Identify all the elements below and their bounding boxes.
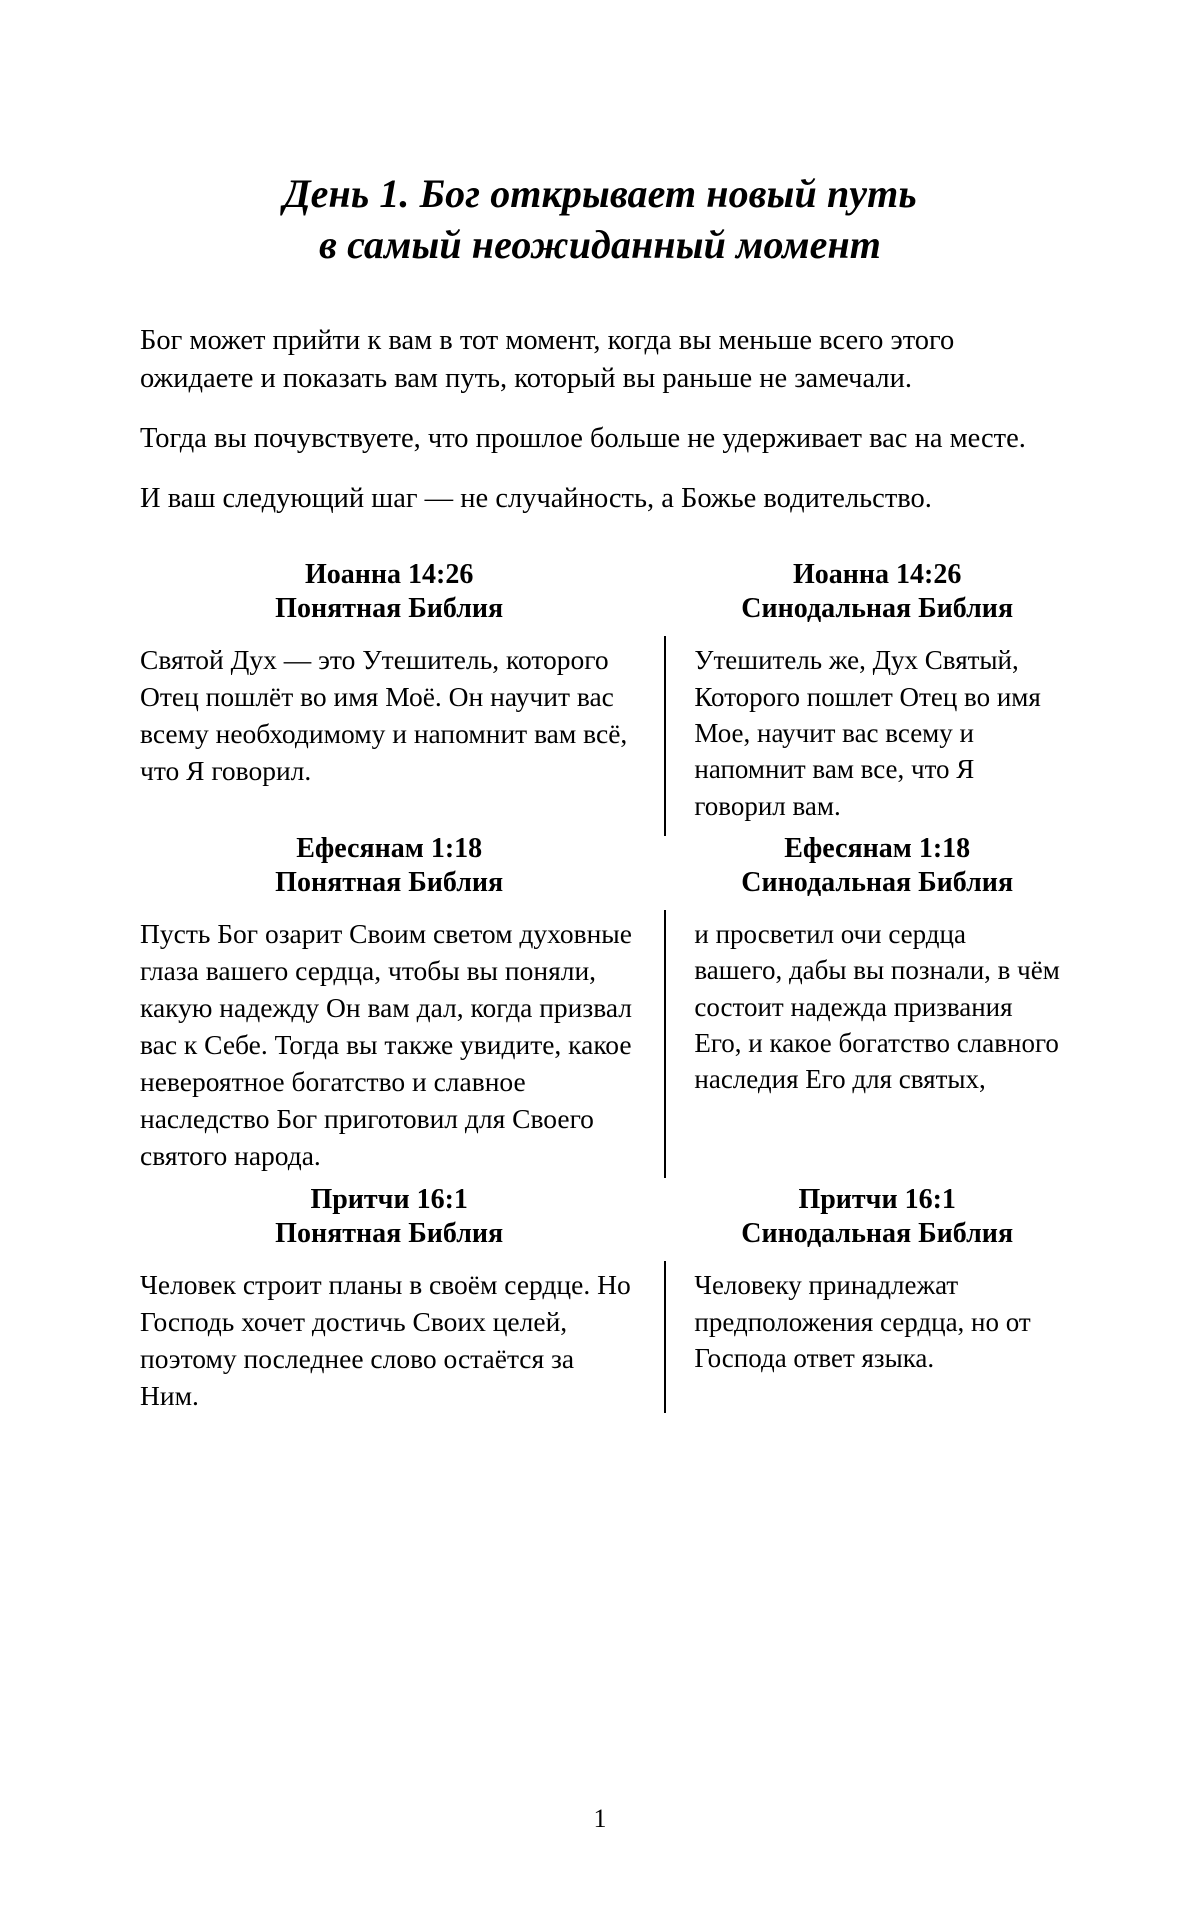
verse-reference: Ефесянам 1:18 — [296, 832, 483, 864]
verse-column-left — [140, 832, 664, 1175]
page-title-line-2: в самый неожиданный момент — [319, 222, 881, 268]
verse-text: Святой Дух — это Утешитель, которого Отец пошлёт во имя Моё. Он научит вас всему необходимому и напомнит вам всё, что Я говорил. — [140, 644, 628, 787]
verse-edition: Синодальная Библия — [741, 1218, 1014, 1250]
verse-block — [140, 1183, 1060, 1415]
verse-reference: Иоанна 14:26 — [793, 558, 962, 590]
verse-heading — [140, 832, 638, 900]
verse-edition: Синодальная Библия — [741, 866, 1014, 898]
page-title-line-1: День 1. Бог открывает новый путь — [283, 171, 917, 216]
verse-reference: Иоанна 14:26 — [305, 558, 474, 590]
verse-edition: Понятная Библия — [275, 866, 504, 898]
intro-paragraph-3: И ваш следующий шаг — не случайность, а Божье водительство. — [140, 483, 932, 515]
page-number: 1 — [593, 1804, 607, 1833]
verse-heading — [140, 558, 638, 626]
verse-edition: Понятная Библия — [275, 593, 504, 625]
page-content — [140, 0, 1060, 1415]
verse-column-right — [664, 558, 1060, 824]
verse-text: Пусть Бог озарит Своим светом духовные глаза вашего сердца, чтобы вы поняли, какую надежду Он вам дал, когда призвал вас к Себе. Тогда вы также увидите, какое невероятное богатство и славное наследство Бог приготовил для Своего святого народа. — [140, 918, 633, 1172]
verse-reference: Притчи 16:1 — [310, 1184, 468, 1216]
verse-column-right — [664, 1183, 1060, 1376]
verse-heading — [694, 1183, 1060, 1251]
verse-edition: Синодальная Библия — [741, 593, 1014, 625]
verse-text: Человеку принадлежат предположения сердца, но от Господа ответ языка. — [694, 1270, 1031, 1373]
verse-text: Человек строит планы в своём сердце. Но Господь хочет достичь Своих целей, поэтому последнее слово остаётся за Ним. — [140, 1269, 631, 1412]
verse-reference: Ефесянам 1:18 — [784, 832, 971, 864]
verse-heading — [694, 832, 1060, 900]
intro-section — [140, 270, 1060, 518]
verse-column-right — [664, 832, 1060, 1098]
verse-block — [140, 558, 1060, 824]
verse-heading — [140, 1183, 638, 1251]
verse-block — [140, 832, 1060, 1175]
verse-reference: Притчи 16:1 — [798, 1184, 956, 1216]
verse-text: Утешитель же, Дух Святый, Которого пошлет Отец во имя Мое, научит вас всему и напомнит вам все, что Я говорил вам. — [694, 645, 1041, 821]
intro-paragraph-2: Тогда вы почувствуете, что прошлое больше не удерживает вас на месте. — [140, 423, 1026, 455]
intro-paragraph-1: Бог может прийти к вам в тот момент, когда вы меньше всего этого ожидаете и показать вам путь, который вы раньше не замечали. — [140, 325, 955, 395]
page-title — [140, 0, 1060, 270]
verse-heading — [694, 558, 1060, 626]
verse-text: и просветил очи сердца вашего, дабы вы познали, в чём состоит надежда призвания Его, и какое богатство славного наследия Его для святых, — [694, 919, 1060, 1095]
verse-column-left — [140, 558, 664, 790]
column-divider — [664, 636, 666, 836]
column-divider — [664, 1261, 666, 1413]
verse-section — [140, 518, 1060, 1415]
verse-column-left — [140, 1183, 664, 1415]
column-divider — [664, 910, 666, 1178]
verse-edition: Понятная Библия — [275, 1218, 504, 1250]
